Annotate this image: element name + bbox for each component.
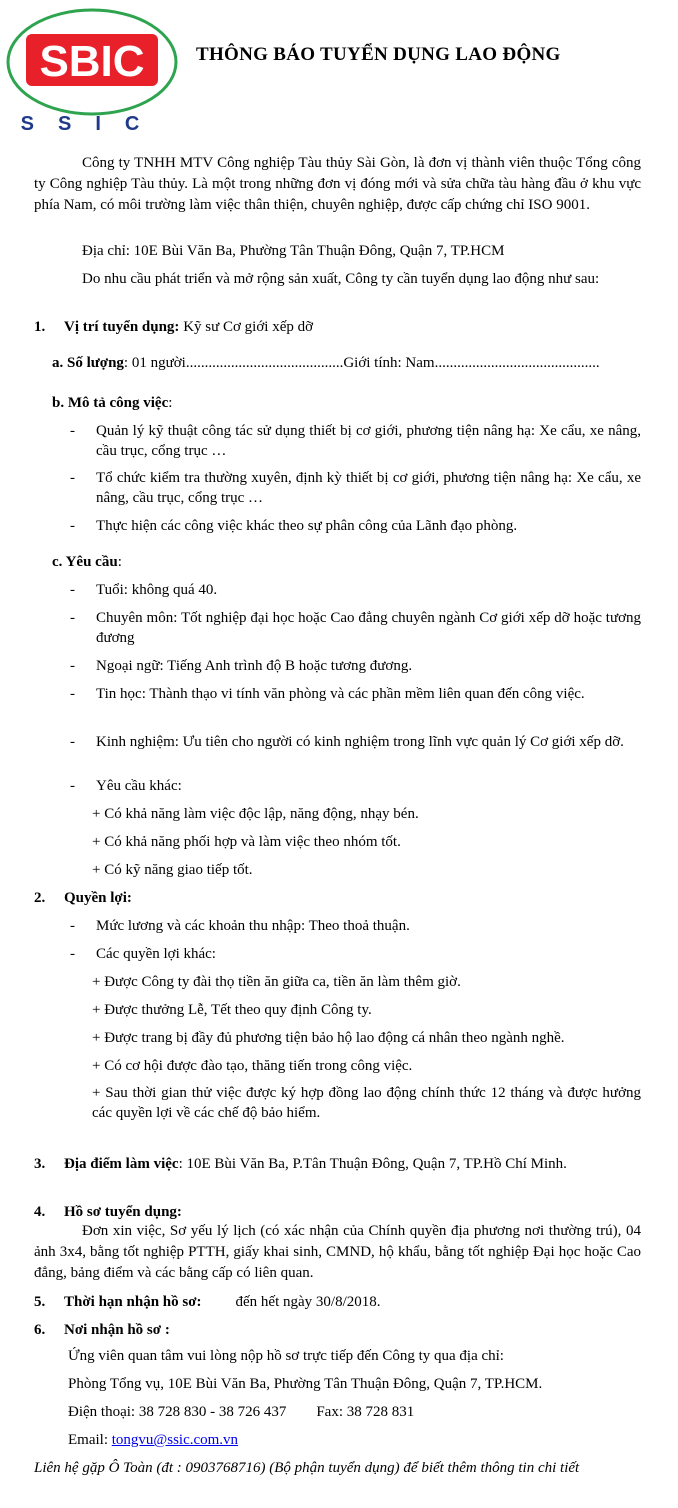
requirements-heading: c. Yêu cầu: bbox=[52, 554, 122, 570]
section-6-heading: 6. Nơi nhận hồ sơ : bbox=[34, 1322, 170, 1338]
section-2-heading: 2. Quyền lợi: bbox=[34, 890, 132, 906]
submission-note: Ứng viên quan tâm vui lòng nộp hồ sơ trực tiếp đến Công ty qua địa chỉ: bbox=[68, 1348, 504, 1364]
section-5-heading: 5. Thời hạn nhận hồ sơ: đến hết ngày 30/8/2018. bbox=[34, 1294, 381, 1310]
submission-address: Phòng Tổng vụ, 10E Bùi Văn Ba, Phường Tân Thuận Đông, Quận 7, TP.HCM. bbox=[68, 1376, 543, 1392]
quantity-line: a. Số lượng: 01 người..........................................Giới tính: Nam............................................ bbox=[52, 355, 600, 371]
list-item: + Có khả năng phối hợp và làm việc theo nhóm tốt. bbox=[92, 834, 401, 850]
documents-required: Đơn xin việc, Sơ yếu lý lịch (có xác nhận của Chính quyền địa phương nơi thường trú), 04 ảnh 3x4, bằng tốt nghiệp PTTH, giấy khai sinh, CMND, hộ khẩu, bằng tốt nghiệp Đại học hoặc Cao đẳng, bảng điểm và các bằng cấp có liên quan. bbox=[34, 1223, 641, 1281]
job-description-heading: b. Mô tả công việc: bbox=[52, 395, 173, 411]
list-item: + Có cơ hội được đào tạo, thăng tiến trong công việc. bbox=[92, 1058, 413, 1074]
list-item: - Tin học: Thành thạo vi tính văn phòng và các phần mềm liên quan đến công việc. bbox=[70, 686, 585, 702]
company-address: Địa chỉ: 10E Bùi Văn Ba, Phường Tân Thuận Đông, Quận 7, TP.HCM bbox=[82, 243, 505, 259]
list-item: - Tuổi: không quá 40. bbox=[70, 582, 218, 598]
intro-paragraph: Công ty TNHH MTV Công nghiệp Tàu thủy Sài Gòn, là đơn vị thành viên thuộc Tổng công ty Công nghiệp Tàu thủy. Là một trong những đơn vị đóng mới và sửa chữa tàu hàng đầu ở khu vực phía Nam, có môi trường làm việc thân thiện, chuyên nghiệp, được cấp chứng chỉ ISO 9001. bbox=[34, 155, 641, 213]
page-title: THÔNG BÁO TUYỂN DỤNG LAO ĐỘNG bbox=[196, 44, 561, 65]
logo-text-top: SBIC bbox=[39, 37, 145, 86]
company-logo bbox=[4, 4, 180, 132]
section-4-heading: 4. Hồ sơ tuyển dụng: bbox=[34, 1204, 182, 1220]
section-3-heading: 3. Địa điểm làm việc: 10E Bùi Văn Ba, P.Tân Thuận Đông, Quận 7, TP.Hồ Chí Minh. bbox=[34, 1156, 567, 1172]
list-item: + Được thưởng Lễ, Tết theo quy định Công ty. bbox=[92, 1002, 372, 1018]
list-item: + Sau thời gian thử việc được ký hợp đồng lao động chính thức 12 tháng và được hưởng các quyền lợi về các chế độ bảo hiểm. bbox=[92, 1085, 641, 1121]
list-item: - Thực hiện các công việc khác theo sự phân công của Lãnh đạo phòng. bbox=[70, 518, 518, 534]
section-1-heading: 1. Vị trí tuyển dụng: Kỹ sư Cơ giới xếp dỡ bbox=[34, 319, 314, 335]
list-item: - Mức lương và các khoản thu nhập: Theo thoả thuận. bbox=[70, 918, 410, 934]
list-item: - Tổ chức kiểm tra thường xuyên, định kỳ thiết bị cơ giới, phương tiện nâng hạ: Xe cẩu, xe nâng, cầu trục, cổng trục … bbox=[70, 470, 641, 506]
list-item: - Kinh nghiệm: Ưu tiên cho người có kinh nghiệm trong lĩnh vực quản lý Cơ giới xếp dỡ. bbox=[70, 734, 624, 750]
intro-need: Do nhu cầu phát triển và mở rộng sản xuất, Công ty cần tuyển dụng lao động như sau: bbox=[82, 271, 600, 287]
logo-text-bottom: SSIC bbox=[20, 113, 164, 132]
list-item: + Được Công ty đài thọ tiền ăn giữa ca, tiền ăn làm thêm giờ. bbox=[92, 974, 461, 990]
list-item: - Ngoại ngữ: Tiếng Anh trình độ B hoặc tương đương. bbox=[70, 658, 413, 674]
list-item: - Quản lý kỹ thuật công tác sử dụng thiết bị cơ giới, phương tiện nâng hạ: Xe cẩu, xe nâng, cầu trục, cổng trục … bbox=[70, 423, 641, 459]
list-item: - Các quyền lợi khác: bbox=[70, 946, 216, 962]
list-item: + Có kỹ năng giao tiếp tốt. bbox=[92, 862, 253, 878]
email-link[interactable]: tongvu@ssic.com.vn bbox=[111, 1432, 239, 1448]
list-item: + Có khả năng làm việc độc lập, năng động, nhạy bén. bbox=[92, 806, 419, 822]
list-item: + Được trang bị đầy đủ phương tiện bảo hộ lao động cá nhân theo ngành nghề. bbox=[92, 1030, 565, 1046]
contact-phone-line: Điện thoại: 38 728 830 - 38 726 437 Fax: 38 728 831 bbox=[68, 1404, 415, 1420]
email-line: Email: tongvu@ssic.com.vn bbox=[68, 1432, 239, 1448]
list-item: - Yêu cầu khác: bbox=[70, 778, 182, 794]
list-item: - Chuyên môn: Tốt nghiệp đại học hoặc Cao đẳng chuyên ngành Cơ giới xếp dỡ hoặc tương đương bbox=[70, 610, 641, 646]
contact-footer: Liên hệ gặp Ô Toàn (đt : 0903768716) (Bộ phận tuyển dụng) để biết thêm thông tin chi tiết bbox=[34, 1460, 580, 1476]
